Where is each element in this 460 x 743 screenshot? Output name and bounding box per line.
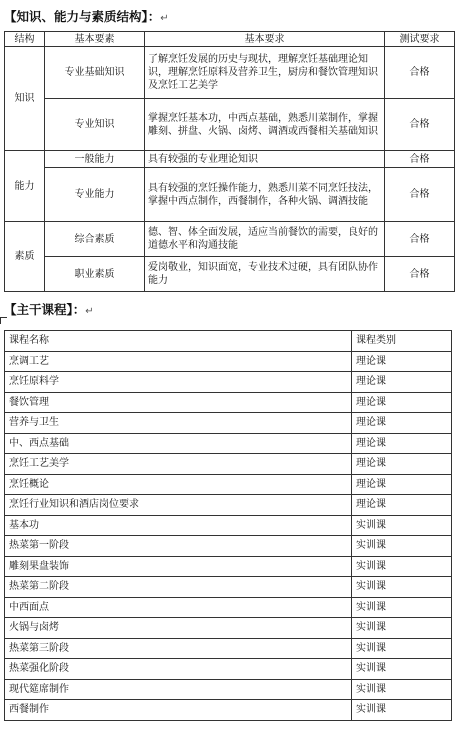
table-row [5,151,455,168]
table-row [5,168,455,222]
table-row [5,495,452,516]
test-cell: 合格 [385,151,455,168]
course-name-cell: 餐饮管理 [5,392,352,413]
course-type-cell: 理论课 [352,372,452,393]
course-name-cell: 热菜第三阶段 [5,638,352,659]
course-type-cell: 理论课 [352,433,452,454]
element-cell: 专业基础知识 [45,47,145,99]
section-heading-text: 【主干课程】： [4,302,86,317]
header-cell: 课程名称 [5,331,352,352]
requirement-cell: 具有较强的专业理论知识 [145,151,385,168]
course-type-cell: 理论课 [352,495,452,516]
course-type-cell: 实训课 [352,679,452,700]
header-cell: 基本要求 [145,32,385,47]
paragraph-mark-icon: ↵ [85,306,94,317]
section-heading-courses [4,302,94,320]
element-cell: 综合素质 [45,222,145,257]
courses-header-row [5,331,452,352]
course-name-cell: 中西面点 [5,597,352,618]
table-row [5,454,452,475]
course-name-cell: 热菜第二阶段 [5,577,352,598]
course-type-cell: 实训课 [352,700,452,721]
header-cell: 结构 [5,32,45,47]
requirement-cell: 具有较强的烹饪操作能力，熟悉川菜不同烹饪技法，掌握中西点制作，西餐制作，各种火锅、调酒技能 [145,168,385,222]
course-name-cell: 营养与卫生 [5,413,352,434]
course-name-cell: 烹饪概论 [5,474,352,495]
requirement-cell: 掌握烹饪基本功，中西点基础，熟悉川菜制作，掌握雕刻、拼盘、火锅、卤烤、调酒或西餐相关基础知识 [145,99,385,151]
table-row [5,515,452,536]
course-type-cell: 实训课 [352,638,452,659]
table-row [5,474,452,495]
header-cell: 测试要求 [385,32,455,47]
course-name-cell: 热菜强化阶段 [5,659,352,680]
section-heading-text: 【知识、能力与素质结构】： [4,9,161,24]
course-name-cell: 烹饪行业知识和酒店岗位要求 [5,495,352,516]
structure-cell: 素质 [5,222,45,292]
test-cell: 合格 [385,168,455,222]
course-type-cell: 理论课 [352,351,452,372]
table-row [5,433,452,454]
course-name-cell: 烹饪原料学 [5,372,352,393]
table-row [5,536,452,557]
test-cell: 合格 [385,47,455,99]
table-row [5,679,452,700]
table-row [5,556,452,577]
course-type-cell: 实训课 [352,597,452,618]
table-row [5,372,452,393]
structure-cell: 能力 [5,151,45,222]
table-row [5,257,455,292]
table-row [5,351,452,372]
course-type-cell: 理论课 [352,392,452,413]
course-name-cell: 烹调工艺 [5,351,352,372]
element-cell: 专业能力 [45,168,145,222]
test-cell: 合格 [385,99,455,151]
header-cell: 基本要素 [45,32,145,47]
table-row [5,597,452,618]
table-row [5,47,455,99]
course-name-cell: 热菜第一阶段 [5,536,352,557]
course-name-cell: 中、西点基础 [5,433,352,454]
structure-cell: 知识 [5,47,45,151]
course-type-cell: 理论课 [352,454,452,475]
table-row [5,659,452,680]
table-anchor-icon [0,317,7,324]
course-name-cell: 烹饪工艺美学 [5,454,352,475]
course-type-cell: 理论课 [352,474,452,495]
structure-table [4,31,455,292]
test-cell: 合格 [385,222,455,257]
courses-table [4,330,452,721]
header-cell: 课程类别 [352,331,452,352]
element-cell: 职业素质 [45,257,145,292]
element-cell: 一般能力 [45,151,145,168]
course-name-cell: 雕刻果盘装饰 [5,556,352,577]
table-row [5,222,455,257]
paragraph-mark-icon: ↵ [160,13,169,24]
course-type-cell: 实训课 [352,515,452,536]
course-name-cell: 现代筵席制作 [5,679,352,700]
requirement-cell: 德、智、体全面发展，适应当前餐饮的需要，良好的道德水平和沟通技能 [145,222,385,257]
course-name-cell: 基本功 [5,515,352,536]
element-cell: 专业知识 [45,99,145,151]
table-row [5,413,452,434]
course-type-cell: 实训课 [352,536,452,557]
test-cell: 合格 [385,257,455,292]
course-type-cell: 实训课 [352,556,452,577]
structure-header-row [5,32,455,47]
course-name-cell: 西餐制作 [5,700,352,721]
table-row [5,618,452,639]
course-name-cell: 火锅与卤烤 [5,618,352,639]
section-heading-structure [4,9,169,27]
course-type-cell: 实训课 [352,618,452,639]
course-type-cell: 实训课 [352,659,452,680]
table-row [5,99,455,151]
table-row [5,392,452,413]
table-row [5,638,452,659]
requirement-cell: 了解烹饪发展的历史与现状，理解烹饪基础理论知识，理解烹饪原料及营养卫生，厨房和餐饮管理知识及烹饪工艺美学 [145,47,385,99]
requirement-cell: 爱岗敬业，知识面宽，专业技术过硬，具有团队协作能力 [145,257,385,292]
course-type-cell: 理论课 [352,413,452,434]
table-row [5,700,452,721]
table-row [5,577,452,598]
course-type-cell: 实训课 [352,577,452,598]
